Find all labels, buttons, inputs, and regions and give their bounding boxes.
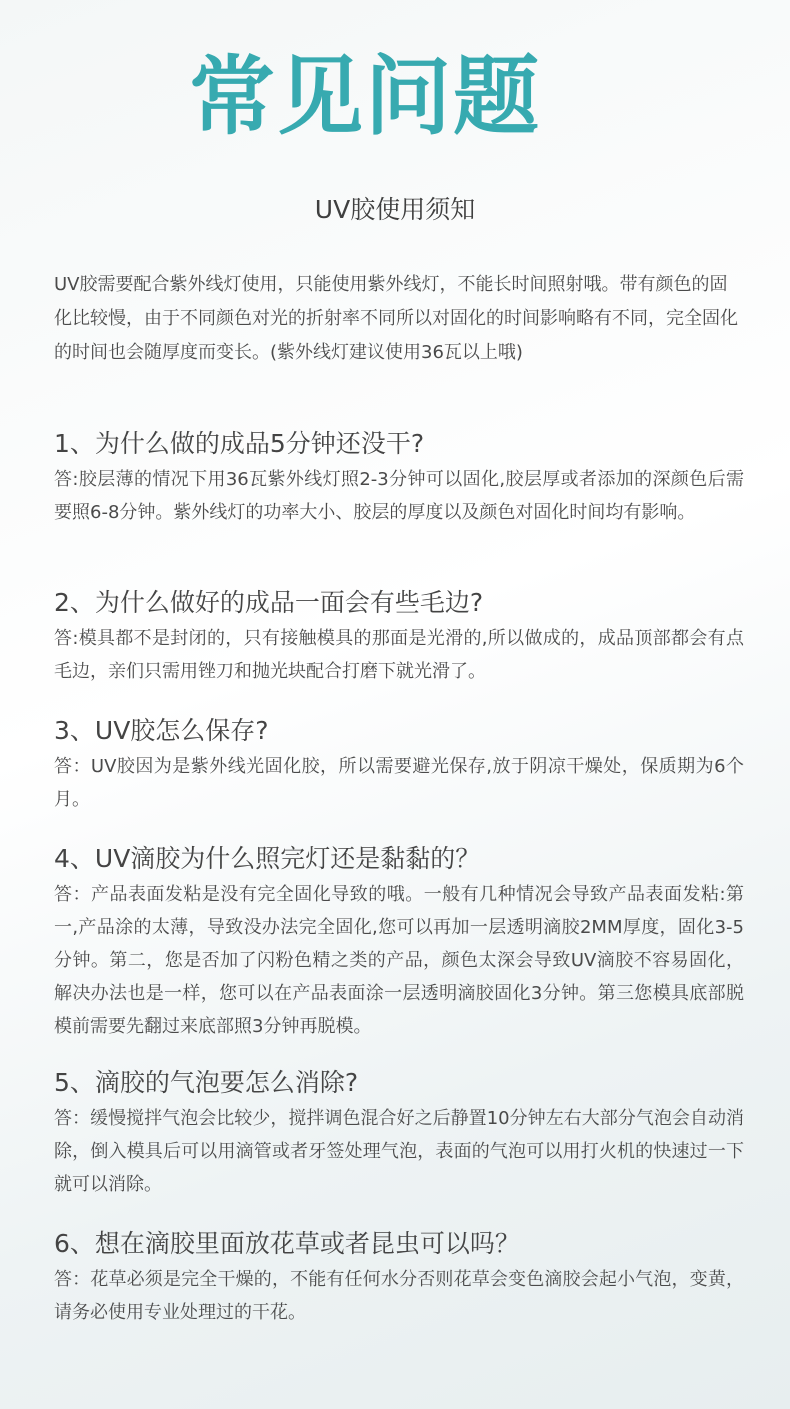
faq-item-5: [54, 1066, 744, 1201]
faq-question: 2、为什么做好的成品一面会有些毛边?: [54, 588, 484, 617]
page-subtitle: UV胶使用须知: [314, 195, 476, 224]
faq-question: 5、滴胶的气泡要怎么消除?: [54, 1068, 359, 1097]
faq-answer: 答：花草必须是完全干燥的，不能有任何水分否则花草会变色滴胶会起小气泡，变黄，请务必使用专业处理过的干花。: [54, 1269, 744, 1323]
intro-paragraph: UV胶需要配合紫外线灯使用，只能使用紫外线灯，不能长时间照射哦。带有颜色的固化比较慢，由于不同颜色对光的折射率不同所以对固化的时间影响略有不同，完全固化的时间也会随厚度而变长。(紫外线灯建议使用36瓦以上哦): [54, 274, 738, 363]
faq-question: 3、UV胶怎么保存?: [54, 716, 269, 745]
faq-question: 4、UV滴胶为什么照完灯还是黏黏的？: [54, 844, 481, 873]
faq-question: 6、想在滴胶里面放花草或者昆虫可以吗？: [54, 1229, 520, 1258]
faq-item-3: [54, 714, 744, 816]
faq-item-6: [54, 1227, 744, 1329]
faq-answer: 答:模具都不是封闭的，只有接触模具的那面是光滑的,所以做成的，成品顶部都会有点毛边，亲们只需用锉刀和抛光块配合打磨下就光滑了。: [54, 628, 744, 682]
faq-answer: 答：缓慢搅拌气泡会比较少，搅拌调色混合好之后静置10分钟左右大部分气泡会自动消除，倒入模具后可以用滴管或者牙签处理气泡，表面的气泡可以用打火机的快速过一下就可以消除。: [54, 1108, 744, 1195]
faq-answer: 答：产品表面发粘是没有完全固化导致的哦。一般有几种情况会导致产品表面发粘:第一,产品涂的太薄，导致没办法完全固化,您可以再加一层透明滴胶2MM厚度，固化3-5分钟。第二，您是否加了闪粉色精之类的产品，颜色太深会导致UV滴胶不容易固化，解决办法也是一样，您可以在产品表面涂一层透明滴胶固化3分钟。第三您模具底部脱模前需要先翻过来底部照3分钟再脱模。: [54, 884, 744, 1037]
faq-question: 1、为什么做的成品5分钟还没干?: [54, 429, 425, 458]
faq-answer: 答:胶层薄的情况下用36瓦紫外线灯照2-3分钟可以固化,胶层厚或者添加的深颜色后需要照6-8分钟。紫外线灯的功率大小、胶层的厚度以及颜色对固化时间均有影响。: [54, 469, 744, 523]
faq-item-2: [54, 586, 744, 688]
faq-item-1: [54, 427, 744, 529]
faq-answer: 答：UV胶因为是紫外线光固化胶，所以需要避光保存,放于阴凉干燥处，保质期为6个月。: [54, 756, 744, 810]
page-title: 常见问题: [189, 47, 541, 147]
faq-item-4: [54, 842, 744, 1043]
